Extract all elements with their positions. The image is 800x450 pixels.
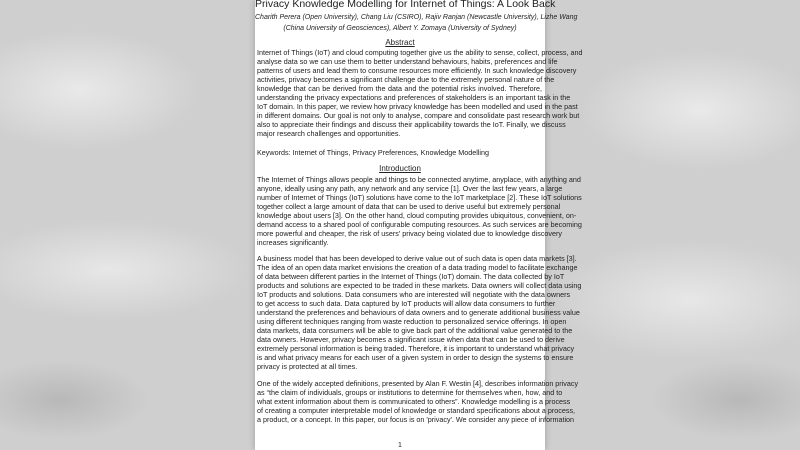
text-line: IoT products and solutions. Data consumers who are interested will negotiate with the data owners [257,290,571,299]
text-line: activities, privacy becomes a significant challenge due to the extremely personal nature of the [257,75,555,84]
text-line: is and what privacy means for each user of a given system in order to design the systems to ensure [257,353,574,362]
text-line: extremely personal information is being traded. Therefore, it is important to understand what privacy [257,344,575,353]
text-line: The idea of an open data market envisions the creation of a data trading model to facilitate exchange [257,263,578,272]
text-line: data markets, data consumers will be able to give back part of the additional value generated to the [257,326,573,335]
keywords [257,148,542,157]
authors-line: (China University of Geosciences), Albert Y. Zomaya (University of Sydney) [283,25,517,32]
text-line: understand the preferences and behaviours of data owners and to generate additional business value [257,308,580,317]
text-line: IoT domain. In this paper, we review how privacy knowledge has been modelled and used in the past [257,102,578,111]
text-line: a product, or a concept. In this paper, our focus is on 'privacy'. We consider any piece of information [257,415,575,424]
document-page [255,0,583,450]
text-line: to get access to such data. Data captured by IoT products will allow data consumers to further [257,299,556,308]
text-line: privacy is protected at all times. [257,362,358,371]
intro-paragraph [257,175,582,247]
text-line: analyse data so we can use them to better understand behaviours, habits, preferences and life [257,57,558,66]
text-line: using different techniques ranging from waste reduction to personalized service offerings. In open [257,317,567,326]
keywords-line: Keywords: Internet of Things, Privacy Preferences, Knowledge Modelling [257,148,489,157]
text-line: number of Internet of Things (IoT) solutions have come to the IoT marketplace [2]. These IoT solutions [257,193,582,202]
text-line: anyone, ideally using any path, any network and any service [1]. Over the last few years, a large [257,184,563,193]
text-line: together collect a large amount of data that can be used to derive useful but extremely personal [257,202,561,211]
text-line: as “the claim of individuals, groups or institutions to determine for themselves when, how, and to [257,388,563,397]
text-line: knowledge that can be derived from the data and the potential risks involved. Therefore, [257,84,542,93]
text-line: also to appreciate their findings and discuss their applicability towards the IoT. Finally, we discuss [257,120,566,129]
text-line: major research challenges and opportunities. [257,129,401,138]
definition-paragraph [257,379,579,424]
text-line: of creating a computer interpretable model of knowledge or standard specifications about a process, [257,406,576,415]
text-line: Internet of Things (IoT) and cloud computing together give us the ability to sense, collect, process, and [257,48,583,57]
text-line: knowledge about users [3]. On the other hand, cloud computing provides ubiquitous, convenient, on- [257,211,577,220]
text-line: The Internet of Things allows people and things to be connected anytime, anyplace, with anything and [257,175,581,184]
text-line: products and solutions are expected to be traded in these markets. Data owners will collect data using [257,281,582,290]
author-list [255,12,578,34]
page-number: 1 [398,442,402,449]
text-line: understanding the privacy expectations and preferences of stakeholders is an important task in the [257,93,571,102]
abstract-heading: Abstract [385,38,415,47]
text-line: what extent information about them is communicated to others”. Knowledge modelling is a process [257,397,571,406]
text-line: demand access to a shared pool of configurable computing resources. As such services are becoming [257,220,582,229]
business-model-paragraph [257,254,582,371]
text-line: in different domains. Our goal is not only to analyse, compare and consolidate past research work but [257,111,580,120]
text-line: patterns of users and lead them to consume resources more efficiently. In such knowledge discovery [257,66,577,75]
text-line: more powerful and cheaper, the risk of users' privacy being violated due to knowledge discovery [257,229,563,238]
paper-title: Privacy Knowledge Modelling for Internet of Things: A Look Back [255,0,556,10]
text-line: A business model that has been developed to derive value out of such data is open data markets [3]. [257,254,577,263]
text-line: One of the widely accepted definitions, presented by Alan F. Westin [4], describes information privacy [257,379,579,388]
introduction-heading: Introduction [379,164,421,173]
text-line: increases significantly. [257,238,329,247]
text-line: of data between different parties in the Internet of Things (IoT) domain. The data collected by IoT [257,272,565,281]
text-line: data owners. However, privacy becomes a significant issue when data that can be used to derive [257,335,565,344]
abstract-paragraph [257,48,583,138]
authors-line: Charith Perera (Open University), Chang Liu (CSIRO), Rajiv Ranjan (Newcastle University), Lizhe Wang [255,14,578,21]
